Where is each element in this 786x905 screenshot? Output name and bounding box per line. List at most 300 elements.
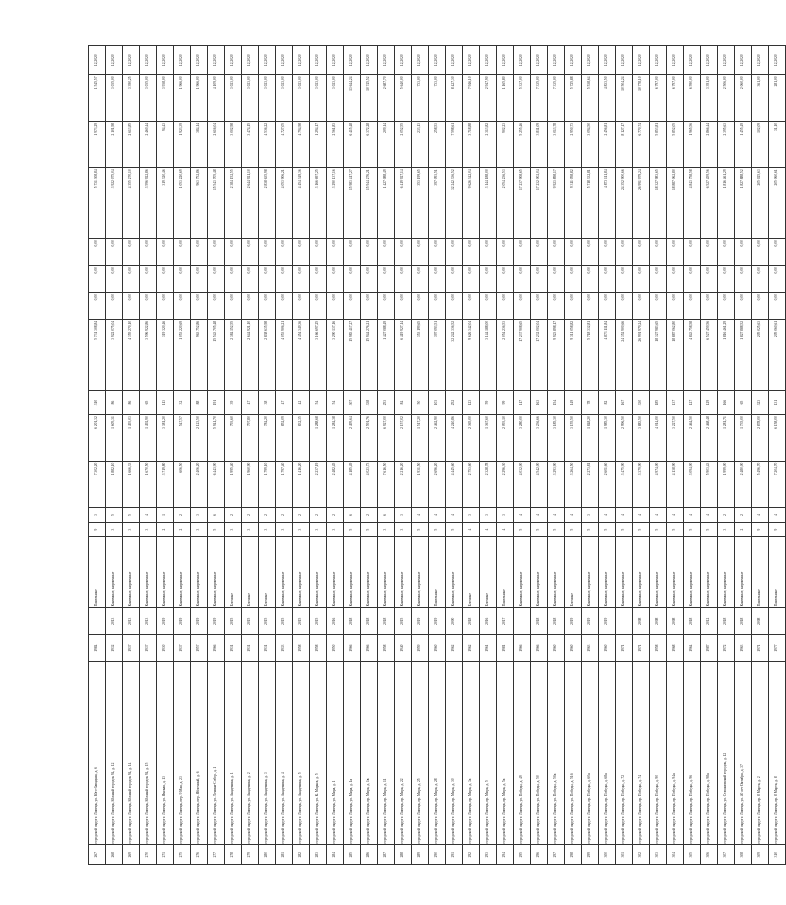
table-cell: 0,00 (174, 293, 191, 320)
table-cell: 2015 (259, 608, 276, 635)
table-cell: 4 (565, 508, 582, 523)
table-cell: 3 155,50 (565, 415, 582, 461)
table-cell: 0,00 (259, 293, 276, 320)
table-cell: 1 492,90 (140, 415, 157, 461)
table-cell: 0,00 (531, 239, 548, 266)
table-cell: Блочные (225, 537, 242, 608)
table-cell: 12,2020 (225, 46, 242, 75)
table-cell: 12,2020 (140, 46, 157, 75)
table-cell: 5 (633, 522, 650, 537)
table-cell: 2 601,60 (599, 461, 616, 507)
table-cell: 2 506,00 (718, 75, 735, 121)
table-cell: 2017 (497, 608, 514, 635)
table-cell: 1971 (633, 635, 650, 662)
table-cell: 2016 (480, 608, 497, 635)
table-cell: 3 (123, 522, 140, 537)
table-cell: 0,00 (752, 293, 769, 320)
table-cell: 0,00 (429, 266, 446, 293)
table-row (293, 46, 310, 865)
table-cell: 284 (327, 845, 344, 865)
table-cell: 283 (310, 845, 327, 865)
table-cell: 54 (327, 390, 344, 414)
table-cell: 1966 (344, 635, 361, 662)
table-cell: 1987 (701, 635, 718, 662)
table-cell: 4 (412, 508, 429, 523)
table-cell: 3 381,20 (157, 415, 174, 461)
table-cell: 42 (293, 390, 310, 414)
table-cell: 289 (412, 845, 429, 865)
table-cell: 5 (701, 522, 718, 537)
table-cell: 1933 (276, 635, 293, 662)
table-cell: 288 (395, 845, 412, 865)
table-cell: 5 (344, 522, 361, 537)
table-cell: 1 666,33 (123, 461, 140, 507)
table-cell: 1 053 220,69 (174, 168, 191, 239)
table-cell: 3 236,66 (531, 415, 548, 461)
table-cell: 5 (667, 522, 684, 537)
table-cell: 307 (718, 845, 735, 865)
table-cell: 3 (582, 508, 599, 523)
table-cell: 1962 (446, 635, 463, 662)
table-cell: 2016 (327, 608, 344, 635)
table-cell: 2 753,60 (463, 461, 480, 507)
table-cell: Каменные, кирпичные (395, 537, 412, 608)
table-cell: 2019 (565, 608, 582, 635)
table-cell: 294 (497, 845, 514, 865)
table-cell: 2015 (293, 608, 310, 635)
table-cell: 2 (276, 508, 293, 523)
table-cell: 3 922 075,04 (106, 168, 123, 239)
table-cell: 5 (208, 522, 225, 537)
table-cell: 4 445,60 (446, 461, 463, 507)
register-table (88, 45, 786, 865)
table-cell: 1 931,50 (412, 461, 429, 507)
table-row (208, 46, 225, 865)
table-cell: 1963 (582, 635, 599, 662)
table-cell: 0,00 (140, 239, 157, 266)
table-cell: 3 185,30 (548, 415, 565, 461)
table-cell: городской округ г. Липецк, пер. Яблочный, д. 6 (191, 662, 208, 845)
table-cell: 2 561,83 (327, 121, 344, 167)
table-cell: 0,00 (310, 266, 327, 293)
table-cell: 6 770,74 (633, 121, 650, 167)
table-row (718, 46, 735, 865)
table-row (344, 46, 361, 865)
table-cell: 3 379,90 (633, 461, 650, 507)
table-cell: городской округ г. Липецк, пр. Мира, д. 1в (361, 662, 378, 845)
table-cell: 4 833,50 (599, 75, 616, 121)
table-cell: городской округ г. Липецк, ул. Академика, д. 4 (276, 662, 293, 845)
table-cell: 2 644 921,10 (242, 168, 259, 239)
table-cell: 0,00 (242, 293, 259, 320)
table-row (633, 46, 650, 865)
table-cell: 1937 (174, 635, 191, 662)
table-cell: 305 (684, 845, 701, 865)
table-cell: 733,00 (429, 75, 446, 121)
table-cell: Каменные, кирпичные (735, 537, 752, 608)
table-cell: 269 (123, 845, 140, 865)
table-cell: 280 (259, 845, 276, 865)
table-cell: городской округ г. Липецк, пр. Мира, д. 30 (446, 662, 463, 845)
table-cell: 2 395,63 (718, 121, 735, 167)
table-cell: 4 053 906,21 (276, 168, 293, 239)
table-cell: 0,00 (327, 239, 344, 266)
table-cell: 0,00 (633, 293, 650, 320)
table-cell: 6 (208, 508, 225, 523)
table-cell: 4 053 906,21 (276, 319, 293, 390)
table-cell: Каменные, кирпичные (174, 537, 191, 608)
table-cell: 2 687,70 (378, 75, 395, 121)
table-cell: 4 (548, 508, 565, 523)
table-cell: 38 (259, 390, 276, 414)
table-cell: 5 (514, 522, 531, 537)
table-cell: 3 718,88 (463, 121, 480, 167)
table-cell: 0,00 (361, 293, 378, 320)
table-cell: Каменные, кирпичные (361, 537, 378, 608)
table-cell: Каменные, кирпичные (582, 537, 599, 608)
table-cell: городской округ г. Липецк, пр. Победы, д. 96 (684, 662, 701, 845)
table-cell: 0,00 (446, 266, 463, 293)
table-cell: 3 (395, 522, 412, 537)
table-cell: 4 (650, 508, 667, 523)
table-cell: 1972 (718, 635, 735, 662)
table-cell: 1958 (310, 635, 327, 662)
table-cell: 6 590,00 (684, 75, 701, 121)
table-cell: 7 598,61 (446, 121, 463, 167)
table-cell: 2 (718, 508, 735, 523)
table-cell: 3 035,00 (140, 75, 157, 121)
table-cell: 5 (429, 522, 446, 537)
table-cell: 5 725,88 (565, 75, 582, 121)
table-cell: 26 991 979,24 (633, 319, 650, 390)
table-cell: 0,00 (667, 266, 684, 293)
table-cell: 0,00 (208, 293, 225, 320)
table-cell: 0,00 (259, 266, 276, 293)
table-cell: 0,00 (667, 239, 684, 266)
table-cell: 4 (599, 508, 616, 523)
table-cell: Каменные, кирпичные (718, 537, 735, 608)
table-cell: 1932 (106, 635, 123, 662)
table-cell: 3 596 922,86 (140, 319, 157, 390)
table-cell: 963 752,86 (191, 319, 208, 390)
table-cell: 2019 (599, 608, 616, 635)
table-cell: Блочные (242, 537, 259, 608)
table-cell: 12,2020 (735, 46, 752, 75)
table-cell: 18 887 062,80 (667, 319, 684, 390)
table-cell: 15 983 417,27 (344, 168, 361, 239)
table-cell: 0,00 (225, 239, 242, 266)
table-cell: 270 (140, 845, 157, 865)
table-cell: 154 (548, 390, 565, 414)
table-cell: 1 545,57 (89, 75, 106, 121)
table-cell: городской округ г. Липецк, ул. Ленина-Собор. д. 1 (208, 662, 225, 845)
table-cell: 5 (650, 522, 667, 537)
table-cell: 2018 (684, 608, 701, 635)
table-cell: 4 032,00 (514, 461, 531, 507)
table-cell: 1 816 461,29 (718, 319, 735, 390)
table-cell: 271 (157, 845, 174, 865)
table-cell: 86 (106, 390, 123, 414)
table-row (191, 46, 208, 865)
table-cell: 9 923 898,17 (548, 168, 565, 239)
table-cell: 4 454 349,36 (293, 168, 310, 239)
table-cell: 0,00 (378, 293, 395, 320)
table-cell: 13 644,24 (344, 75, 361, 121)
table-cell: 2018 (735, 608, 752, 635)
table-cell: Каменные, кирпичные (684, 537, 701, 608)
table-cell: 4 138,90 (667, 461, 684, 507)
table-cell: 3 (276, 522, 293, 537)
table-cell: 2 054 236,53 (497, 319, 514, 390)
table-cell: городской округ г. Липецк, пер. 9 Мая, д. 23 (174, 662, 191, 845)
table-cell: 24 352 900,66 (616, 168, 633, 239)
table-cell: 4 109,00 (208, 75, 225, 121)
table-cell: 0,00 (480, 266, 497, 293)
table-cell: 3 227,50 (667, 415, 684, 461)
table-cell: 1 165,80 (497, 75, 514, 121)
table-cell: 295 (514, 845, 531, 865)
table-cell: 0,00 (735, 266, 752, 293)
table-cell: 17 237 908,65 (514, 168, 531, 239)
table-cell: 0,00 (718, 293, 735, 320)
table-cell: 4 (514, 508, 531, 523)
table-cell: 0,00 (157, 266, 174, 293)
table-cell: 253 (378, 390, 395, 414)
table-cell: 2 (225, 508, 242, 523)
table-cell: 8 427,30 (446, 75, 463, 121)
table-row (616, 46, 633, 865)
table-cell: 2 866,44 (701, 121, 718, 167)
table-cell: 12,2020 (531, 46, 548, 75)
table-row (140, 46, 157, 865)
table-cell: 15 944 276,21 (361, 168, 378, 239)
table-cell: 4 873 111,84 (599, 319, 616, 390)
table-cell: 784,20 (259, 415, 276, 461)
table-cell: 2 (735, 522, 752, 537)
table-cell: 0,00 (293, 293, 310, 320)
table-cell: 2 480,00 (735, 461, 752, 507)
table-cell: 12,2020 (276, 46, 293, 75)
table-cell: 1 281,71 (718, 415, 735, 461)
table-cell: 3 (293, 522, 310, 537)
table-row (531, 46, 548, 865)
table-cell: Каменные, кирпичные (650, 537, 667, 608)
table-cell: 9 (89, 522, 106, 537)
table-row (242, 46, 259, 865)
table-cell: 0,00 (701, 293, 718, 320)
table-cell: Блочные (259, 537, 276, 608)
table-cell: 309 (752, 845, 769, 865)
table-cell: 6 (344, 508, 361, 523)
table-cell: городской округ г. Липецк, ул. Победы, д. 50а (548, 662, 565, 845)
table-cell: 0,00 (701, 266, 718, 293)
table-cell: 5 (446, 522, 463, 537)
table-cell: 4 843 758,58 (684, 319, 701, 390)
table-cell: 1937 (123, 635, 140, 662)
table-cell: 9 923 898,17 (548, 319, 565, 390)
table-cell: 65 (140, 390, 157, 414)
table-cell: 0,00 (514, 293, 531, 320)
table-row (480, 46, 497, 865)
table-row (769, 46, 786, 865)
table-cell: 2 996,50 (616, 415, 633, 461)
table-cell: городской округ г. Липецк, ул. Юго-Западная, д. 6 (89, 662, 106, 845)
table-cell: 2 296,30 (497, 461, 514, 507)
table-cell: 2 052,55 (395, 121, 412, 167)
table-cell: Каменные, кирпичные (667, 537, 684, 608)
table-cell: 0,00 (497, 293, 514, 320)
table-cell: 94,43 (157, 121, 174, 167)
table-cell: 2018 (361, 608, 378, 635)
table-row (174, 46, 191, 865)
table-cell: 0,00 (242, 266, 259, 293)
table-cell: 1968 (667, 635, 684, 662)
table-cell: 547,57 (174, 415, 191, 461)
table-cell: 32 242 336,52 (446, 319, 463, 390)
table-cell: 1 882,10 (106, 461, 123, 507)
table-cell: 0,00 (123, 293, 140, 320)
table-cell: 9 (769, 522, 786, 537)
table-cell: 0,00 (140, 293, 157, 320)
table-cell: 0,00 (650, 239, 667, 266)
table-cell: 0,00 (565, 239, 582, 266)
table-cell: 0,00 (140, 266, 157, 293)
table-cell: 2 468,48 (701, 415, 718, 461)
table-cell: 306 (701, 845, 718, 865)
table-cell: 0,00 (293, 239, 310, 266)
table-cell: 4 355 270,10 (123, 168, 140, 239)
table-cell: 17 232 002,04 (531, 319, 548, 390)
table-cell: 0,00 (276, 239, 293, 266)
table-row (89, 46, 106, 865)
table-cell: 1 284,38 (327, 415, 344, 461)
table-cell: 2 696,20 (429, 461, 446, 507)
table-cell: 0,00 (395, 239, 412, 266)
table-cell: 0,00 (718, 239, 735, 266)
table-cell: 279 (242, 845, 259, 865)
table-cell: 12,2020 (446, 46, 463, 75)
table-cell: 397 093,51 (429, 319, 446, 390)
table-cell: 0,00 (327, 293, 344, 320)
table-cell: 832,35 (293, 415, 310, 461)
table-cell: 3 (480, 508, 497, 523)
table-cell: 10 504,24 (616, 75, 633, 121)
table-cell: 252 (446, 390, 463, 414)
table-cell: 0,00 (497, 239, 514, 266)
table-cell: 1 735,00 (735, 415, 752, 461)
table-cell: 1958 (378, 635, 395, 662)
table-cell: 129 (701, 390, 718, 414)
table-cell: 3 002,98 (225, 121, 242, 167)
table-cell: 0,00 (157, 293, 174, 320)
table-cell: 2008 (650, 608, 667, 635)
table-cell: 12,2020 (684, 46, 701, 75)
table-cell: 2018 (344, 608, 361, 635)
table-cell: 0,00 (429, 293, 446, 320)
table-cell: 9 311 058,82 (565, 319, 582, 390)
table-cell: 1971 (616, 635, 633, 662)
table-cell: 17 232 002,04 (531, 168, 548, 239)
table-cell: 2019 (412, 608, 429, 635)
table-cell: 113 (157, 390, 174, 414)
table-row (446, 46, 463, 865)
table-cell: 3 (191, 508, 208, 523)
table-cell: городской округ г. Липецк, пр. Мира, д. 5 (480, 662, 497, 845)
table-cell: 5 (412, 522, 429, 537)
table-cell: 310 (769, 845, 786, 865)
table-row (310, 46, 327, 865)
table-cell: 12,2020 (616, 46, 633, 75)
table-cell: 2 384 152,55 (225, 168, 242, 239)
table-cell: 0,00 (752, 266, 769, 293)
table-cell: 0,00 (514, 239, 531, 266)
table-cell: Панельные (89, 537, 106, 608)
table-cell: городской округ г. Липецк, ул. Академика, д. 3 (259, 662, 276, 845)
table-row (514, 46, 531, 865)
table-cell: 296 (531, 845, 548, 865)
table-cell: 3 475,90 (616, 461, 633, 507)
table-cell: 0,00 (344, 266, 361, 293)
table-cell: 308 (735, 845, 752, 865)
table-cell: 18 887 062,80 (667, 168, 684, 239)
table-cell: 1950 (327, 635, 344, 662)
table-cell: 0,00 (769, 239, 786, 266)
table-cell: 1962 (463, 635, 480, 662)
table-cell: 3 (395, 508, 412, 523)
table-cell: 3 (497, 508, 514, 523)
table-cell: 2019 (208, 608, 225, 635)
table-cell: Панельные (497, 537, 514, 608)
table-cell: 1977 (769, 635, 786, 662)
table-cell: Каменные, кирпичные (548, 537, 565, 608)
table-cell: 3 (310, 522, 327, 537)
table-cell: 12,2020 (191, 46, 208, 75)
table-cell: 281 (276, 845, 293, 865)
table-cell: 0,00 (480, 239, 497, 266)
table-cell (89, 608, 106, 635)
table-cell: 0,00 (582, 266, 599, 293)
table-cell: городской округ г. Липецк, пр. Мира, д. 3а (463, 662, 480, 845)
table-cell: 12,2020 (344, 46, 361, 75)
table-cell: Каменные, кирпичные (157, 537, 174, 608)
table-cell: 7 335,00 (531, 75, 548, 121)
table-cell: 287 (378, 845, 395, 865)
table-cell: 5 (616, 522, 633, 537)
table-row (701, 46, 718, 865)
table-cell: 3 290 137,16 (327, 319, 344, 390)
table-cell: 293 (480, 845, 497, 865)
table-cell: 2 613,85 (123, 121, 140, 167)
table-row (225, 46, 242, 865)
table-cell: 1966 (208, 635, 225, 662)
table-cell: 2 123,50 (191, 415, 208, 461)
table-cell: Каменные, кирпичные (412, 537, 429, 608)
table-cell: 2 (735, 508, 752, 523)
table-cell: 0,00 (514, 266, 531, 293)
table-cell: 9 626 342,04 (463, 168, 480, 239)
table-cell: 4 794,98 (293, 121, 310, 167)
table-cell: 6 419 927,14 (395, 319, 412, 390)
table-cell: 353 199,65 (412, 319, 429, 390)
table-cell: 1931 (225, 635, 242, 662)
table-cell: 4 (480, 522, 497, 537)
table-row (548, 46, 565, 865)
table-cell: 12,2020 (667, 46, 684, 75)
table-cell: 0,00 (599, 293, 616, 320)
table-cell: 0,00 (412, 266, 429, 293)
table-cell: 5 (548, 522, 565, 537)
table-cell: 281,00 (769, 75, 786, 121)
